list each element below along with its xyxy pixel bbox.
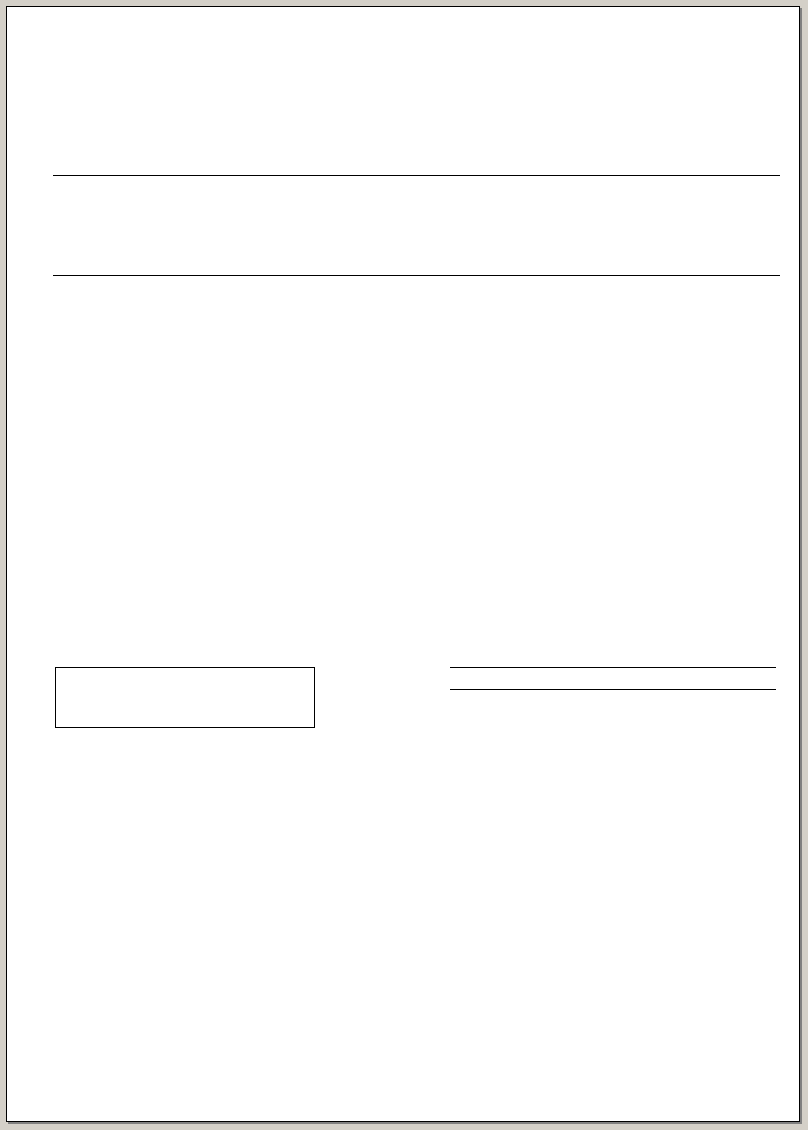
summary-divider: [53, 275, 780, 276]
approval-box: [55, 667, 315, 728]
report-page: [6, 6, 800, 1122]
totals-bottom-line: [450, 689, 776, 690]
totals-top-line: [450, 667, 776, 668]
header-divider: [53, 175, 780, 176]
